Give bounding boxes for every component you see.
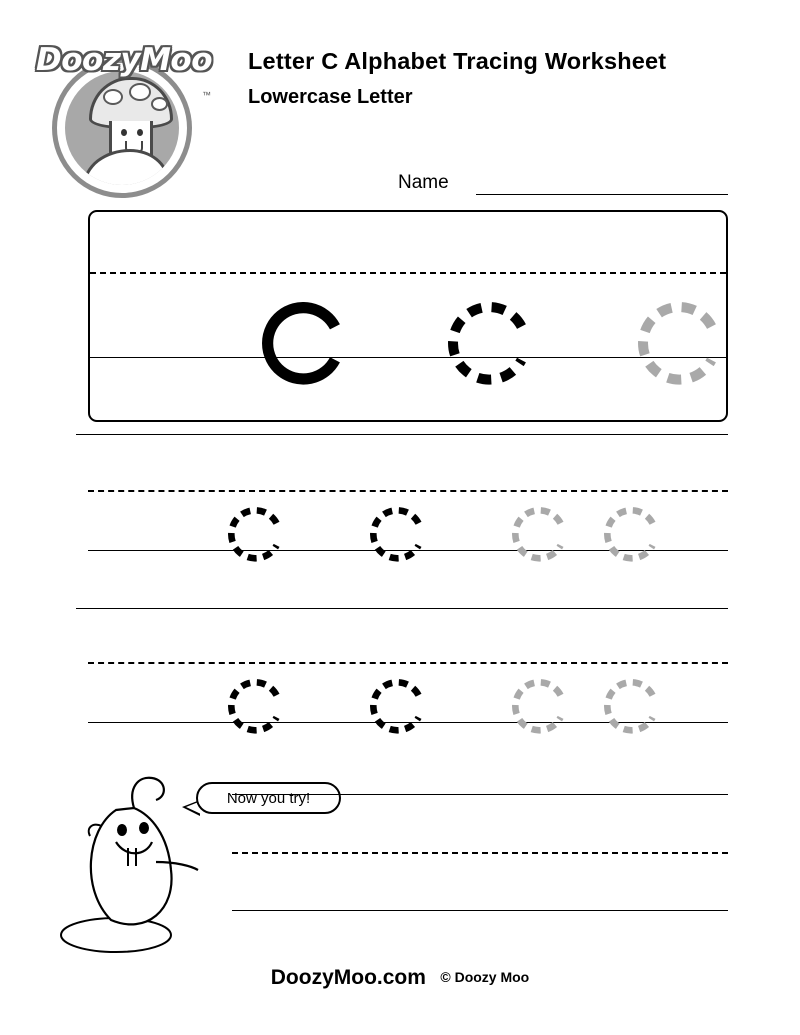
letter-trace-dark-1[interactable] <box>448 267 531 385</box>
practice-row-2 <box>88 662 728 782</box>
letter-trace-dark-3[interactable] <box>370 484 425 562</box>
name-write-line[interactable] <box>476 194 728 195</box>
section-divider-1 <box>76 434 728 435</box>
mushroom-mascot-icon <box>65 71 179 185</box>
baseline-guide <box>90 357 726 358</box>
letter-trace-light-2[interactable] <box>512 484 567 562</box>
letter-trace-dark-2[interactable] <box>228 484 283 562</box>
speech-bubble-text: Now you try! <box>226 790 311 807</box>
doozy-moo-character-icon <box>56 770 216 960</box>
section-divider-2 <box>76 608 728 609</box>
letter-trace-dark-5[interactable] <box>370 656 425 734</box>
free-write-midline[interactable] <box>232 852 728 854</box>
trademark-symbol: ™ <box>202 90 211 100</box>
speech-bubble <box>196 782 341 814</box>
logo-wordmark: DoozyMoo <box>36 42 213 78</box>
letter-trace-light-5[interactable] <box>604 656 659 734</box>
large-tracing-box <box>88 210 728 422</box>
letter-trace-dark-4[interactable] <box>228 656 283 734</box>
free-write-baseline[interactable] <box>232 910 728 911</box>
letter-trace-light-3[interactable] <box>604 484 659 562</box>
name-field[interactable] <box>398 172 728 200</box>
letter-trace-light-1[interactable] <box>638 267 721 385</box>
name-label: Name <box>398 172 449 193</box>
doozy-moo-logo <box>30 28 215 183</box>
midline-dashed-guide <box>90 272 726 274</box>
letter-trace-light-4[interactable] <box>512 656 567 734</box>
page-title: Letter C Alphabet Tracing Worksheet <box>248 48 667 74</box>
practice-row-1 <box>88 490 728 610</box>
footer-copyright: © Doozy Moo <box>440 969 530 985</box>
footer-site: DoozyMoo.com <box>270 966 426 989</box>
letter-sample-solid <box>262 267 345 385</box>
free-write-topline[interactable] <box>232 794 728 795</box>
footer <box>0 966 800 990</box>
page-subtitle: Lowercase Letter <box>248 86 413 108</box>
logo-circle <box>52 58 192 198</box>
